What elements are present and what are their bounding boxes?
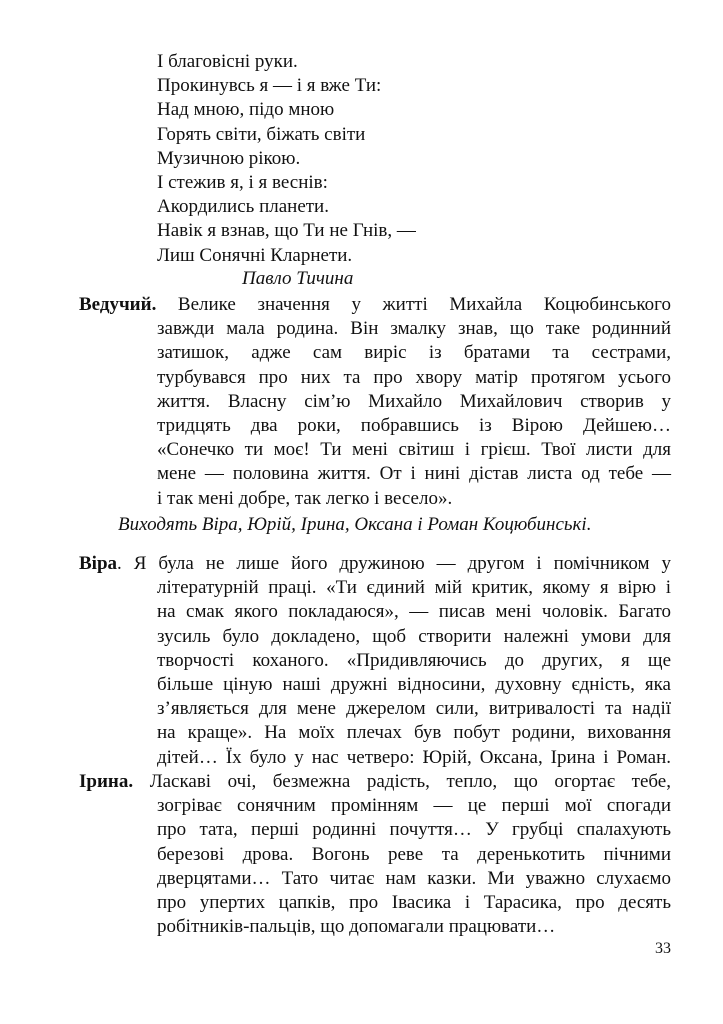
speech-line: зусиль було докладено, щоб створити належні умови для (157, 625, 671, 647)
speech-line: березові дрова. Вогонь реве та деренькотить пічними (157, 843, 671, 865)
speech-line: робітників-пальців, що допомагали працювати… (157, 916, 556, 938)
speech-line: дітей… Їх було у нас четверо: Юрій, Оксана, Ірина і Роман. (157, 746, 671, 768)
speech-text: . Я була не лише його дружиною — другом і помічником у (117, 553, 671, 574)
poem-line: Прокинувсь я — і я вже Ти: (157, 75, 382, 97)
poem-line: І благовісні руки. (157, 51, 298, 72)
poem-line: Акордились планети. (157, 196, 329, 218)
speaker-name: Ведучий. (79, 294, 157, 315)
speech-line: літературній праці. «Ти єдиний мій критик, якому я вірю і (157, 577, 671, 599)
speech-line: про тата, перші родинні почуття… У грубці спалахують (157, 819, 671, 841)
speech-line: більше ціную наші дружні відносини, духовну єдність, яка (157, 673, 671, 695)
poem-line: І стежив я, і я веснів: (157, 172, 328, 194)
speech-line (79, 293, 671, 317)
speech-line: зогріває сонячним промінням — це перші мої спогади (157, 795, 671, 817)
speech-line: з’являється для мене джерелом сили, витривалості та надії (157, 698, 671, 720)
speech-line: творчості коханого. «Придивляючись до других, я ще (157, 649, 671, 671)
speaker-name: Ірина. (79, 771, 134, 792)
speech-iryna (79, 770, 671, 939)
speech-line (79, 552, 671, 576)
speech-line: мене — половина життя. От і нині дістав листа од тебе — (157, 463, 671, 485)
page-number: 33 (655, 940, 671, 957)
speech-line: на смак якого покладаюся», — писав мені чоловік. Багато (157, 601, 671, 623)
speaker-name: Віра (79, 553, 118, 574)
speech-line: тридцять два роки, побравшись із Вірою Дейшею… (157, 414, 671, 436)
speech-text: Велике значення у житті Михайла Коцюбинського (177, 294, 672, 315)
stage-direction: Виходять Віра, Юрій, Ірина, Оксана і Роман Коцюбинські. (118, 514, 592, 535)
speech-line: турбувався про них та про хвору матір протягом усього (157, 366, 671, 388)
poem-line: Навік я взнав, що Ти не Гнів, — (157, 220, 416, 242)
poem-line: Музичною рікою. (157, 147, 301, 169)
poem-line: Над мною, підо мною (157, 99, 335, 121)
speech-line: життя. Власну сім’ю Михайло Михайлович створив у (157, 390, 671, 412)
speech-line (79, 770, 671, 794)
speech-line: і так мені добре, так легко і весело». (157, 487, 453, 509)
speech-vira (79, 552, 671, 770)
speech-line: «Сонечко ти моє! Ти мені світиш і грієш. Твої листи для (157, 439, 671, 461)
speech-text: Ласкаві очі, безмежна радість, тепло, що огортає тебе, (149, 771, 671, 792)
speech-host (79, 293, 671, 511)
poem-line: Лиш Сонячні Кларнети. (157, 244, 353, 266)
speech-line: про упертих цапків, про Івасика і Тарасика, про десять (157, 891, 671, 913)
speech-line: затишок, адже сам виріс із братами та сестрами, (157, 342, 671, 364)
poem-excerpt (157, 50, 416, 268)
poem-line: Горять світи, біжать світи (157, 123, 366, 145)
poem-author: Павло Тичина (242, 268, 354, 289)
speech-line: на краще». На моїх плечах був побут родини, виховання (157, 722, 671, 744)
speech-line: завжди мала родина. Він змалку знав, що таке родинний (157, 318, 671, 340)
speech-line: дверцятами… Тато читає нам казки. Ми уважно слухаємо (157, 867, 671, 889)
